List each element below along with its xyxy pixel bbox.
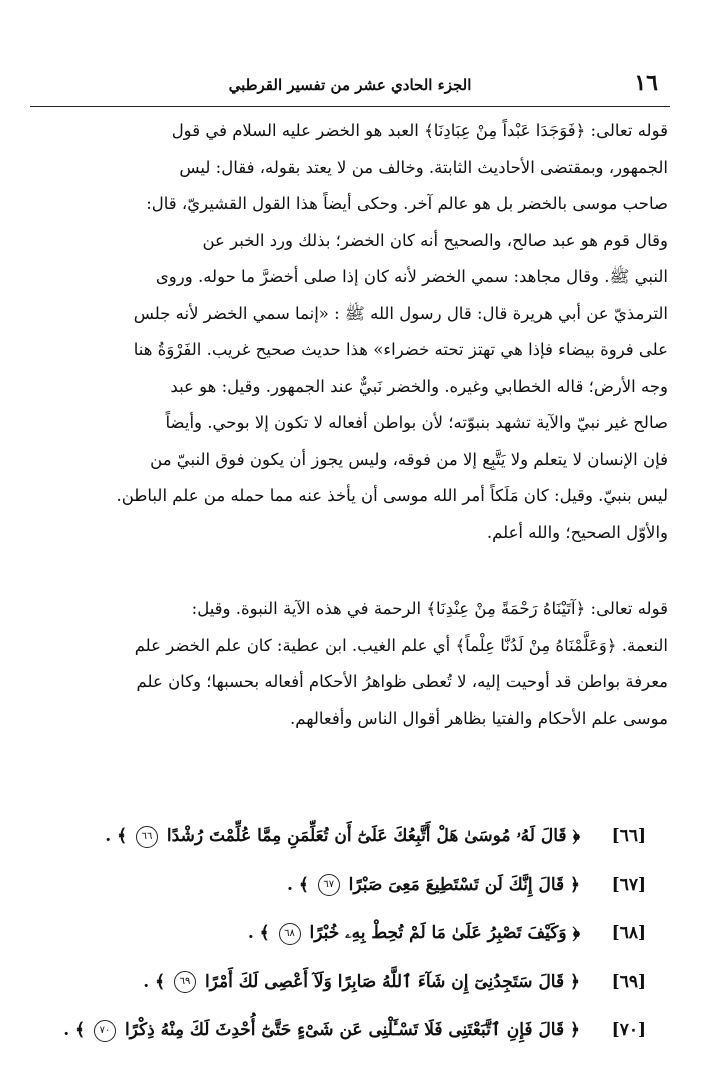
ayah-end-mark: ٧٠: [94, 1020, 116, 1042]
page-header: [30, 62, 670, 106]
verse-line: [36, 812, 646, 861]
verse-closing: ﴾ .: [143, 971, 166, 992]
text-line: الجمهور، وبمقتضى الأحاديث الثابتة. وخالف من لا يعتد بقوله، فقال: ليس: [179, 157, 668, 177]
verse-number: [٦٩]: [611, 971, 646, 992]
header-divider: [30, 106, 670, 107]
verse-text: [105, 825, 580, 848]
ayah-end-mark: ٦٩: [174, 971, 196, 993]
verse-number: [٦٨]: [611, 923, 646, 944]
verse-line: [36, 909, 646, 958]
verse-words: ﴿ قَالَ سَتَجِدُنِىٓ إِن شَآءَ ٱللَّهُ صَابِرًا وَلَآ أَعْصِى لَكَ أَمْرًا: [204, 971, 580, 992]
text-line: قوله تعالى: ﴿آتَيْنَاهُ رَحْمَةً مِنْ عِنْدِنَا﴾ الرحمة في هذه الآية النبوة. وقيل:: [191, 599, 668, 618]
verse-words: ﴿ قَالَ إِنَّكَ لَن تَسْتَطِيعَ مَعِىَ صَبْرًا: [348, 874, 580, 895]
commentary-paragraph-2: [36, 591, 668, 737]
text-line: فإن الإنسان لا يتعلم ولا يَتَّبِع إلا من فوقه، وليس يجوز أن يكون فوق النبيّ من: [150, 449, 668, 469]
text-line: الترمذيّ عن أبي هريرة قال: قال رسول الله ﷺ : «إنما سمي الخضر لأنه جلس: [133, 303, 668, 323]
text-line: صالح غير نبيّ والآية تشهد بنبوّته؛ لأن بواطن أفعاله لا تكون إلا بوحي. وأيضاً: [165, 413, 668, 432]
text-line: معرفة بواطن قد أوحيت إليه، لا تُعطى ظواهرُ الأحكام أفعاله بحسبها؛ وكان علم: [136, 672, 668, 691]
text-line: قوله تعالى: ﴿فَوَجَدَا عَبْداً مِنْ عِبَادِنَا﴾ العبد هو الخضر عليه السلام في قول: [171, 121, 668, 140]
ayah-end-mark: ٦٨: [279, 923, 301, 945]
verse-closing: ﴾ .: [105, 826, 128, 846]
text-line: صاحب موسى بالخضر بل هو عالم آخر. وحكى أيضاً هذا القول القشيريّ، قال:: [146, 194, 668, 213]
verse-number: [٧٠]: [611, 1020, 646, 1041]
commentary-paragraph-1: [36, 113, 668, 551]
running-title: الجزء الحادي عشر من تفسير القرطبي: [228, 76, 472, 94]
verse-line: [36, 1006, 646, 1055]
text-line: والأوّل الصحيح؛ والله أعلم.: [486, 522, 668, 542]
verse-words: ﴿ قَالَ فَإِنِ ٱتَّبَعْتَنِى فَلَا تَسْـَٔلْنِى عَن شَىْءٍ حَتَّىٰٓ أُحْدِثَ لَكَ مِنْهُ ذِكْرًا: [124, 1020, 580, 1040]
text-line: ليس بنبيّ. وقيل: كان مَلَكاً أمر الله موسى أن يأخذ عنه مما حمله من علم الباطن.: [116, 486, 668, 505]
text-line: على فروة بيضاء فإذا هي تهتز تحته خضراء» هذا حديث صحيح غريب. الفَرْوَةُ هنا: [133, 340, 668, 359]
verse-words: ﴿ قَالَ لَهُۥ مُوسَىٰ هَلْ أَتَّبِعُكَ عَلَىٰٓ أَن تُعَلِّمَنِ مِمَّا عُلِّمْتَ رُشْدًا: [166, 826, 580, 846]
text-line: موسى علم الأحكام والفتيا بظاهر أقوال الناس وأفعالهم.: [290, 708, 668, 728]
text-line: وجه الأرض؛ قاله الخطابي وغيره. والخضر نَبيٌّ عند الجمهور. وقيل: هو عبد: [170, 376, 668, 396]
verse-closing: ﴾ .: [287, 874, 309, 895]
verse-line: [36, 958, 646, 1007]
verse-number: [٦٧]: [611, 874, 646, 895]
quran-verses: [36, 812, 646, 1055]
ayah-end-mark: ٦٧: [318, 874, 340, 896]
verse-text: [248, 922, 580, 945]
verse-text: [287, 874, 580, 897]
ayah-end-mark: ٦٦: [136, 826, 158, 848]
verse-closing: ﴾ .: [63, 1020, 86, 1040]
verse-text: [63, 1019, 580, 1042]
verse-closing: ﴾ .: [247, 923, 270, 943]
verse-line: [36, 861, 646, 910]
page-number: ١٦: [634, 70, 658, 96]
text-line: النبي ﷺ. وقال مجاهد: سمي الخضر لأنه كان إذا صلى أخضرَّ ما حوله. وروى: [155, 267, 668, 286]
text-line: وقال قوم هو عبد صالح، والصحيح أنه كان الخضر؛ بذلك ورد الخبر عن: [202, 230, 668, 250]
verse-words: ﴿ وَكَيْفَ تَصْبِرُ عَلَىٰ مَا لَمْ تُحِطْ بِهِۦ خُبْرًا: [309, 923, 580, 943]
text-line: النعمة. ﴿وَعَلَّمْنَاهُ مِنْ لَدُنَّا عِلْماً﴾ أي علم الغيب. ابن عطية: كان علم الخضر علم: [134, 635, 668, 655]
verse-text: [143, 971, 580, 994]
verse-number: [٦٦]: [611, 826, 646, 847]
